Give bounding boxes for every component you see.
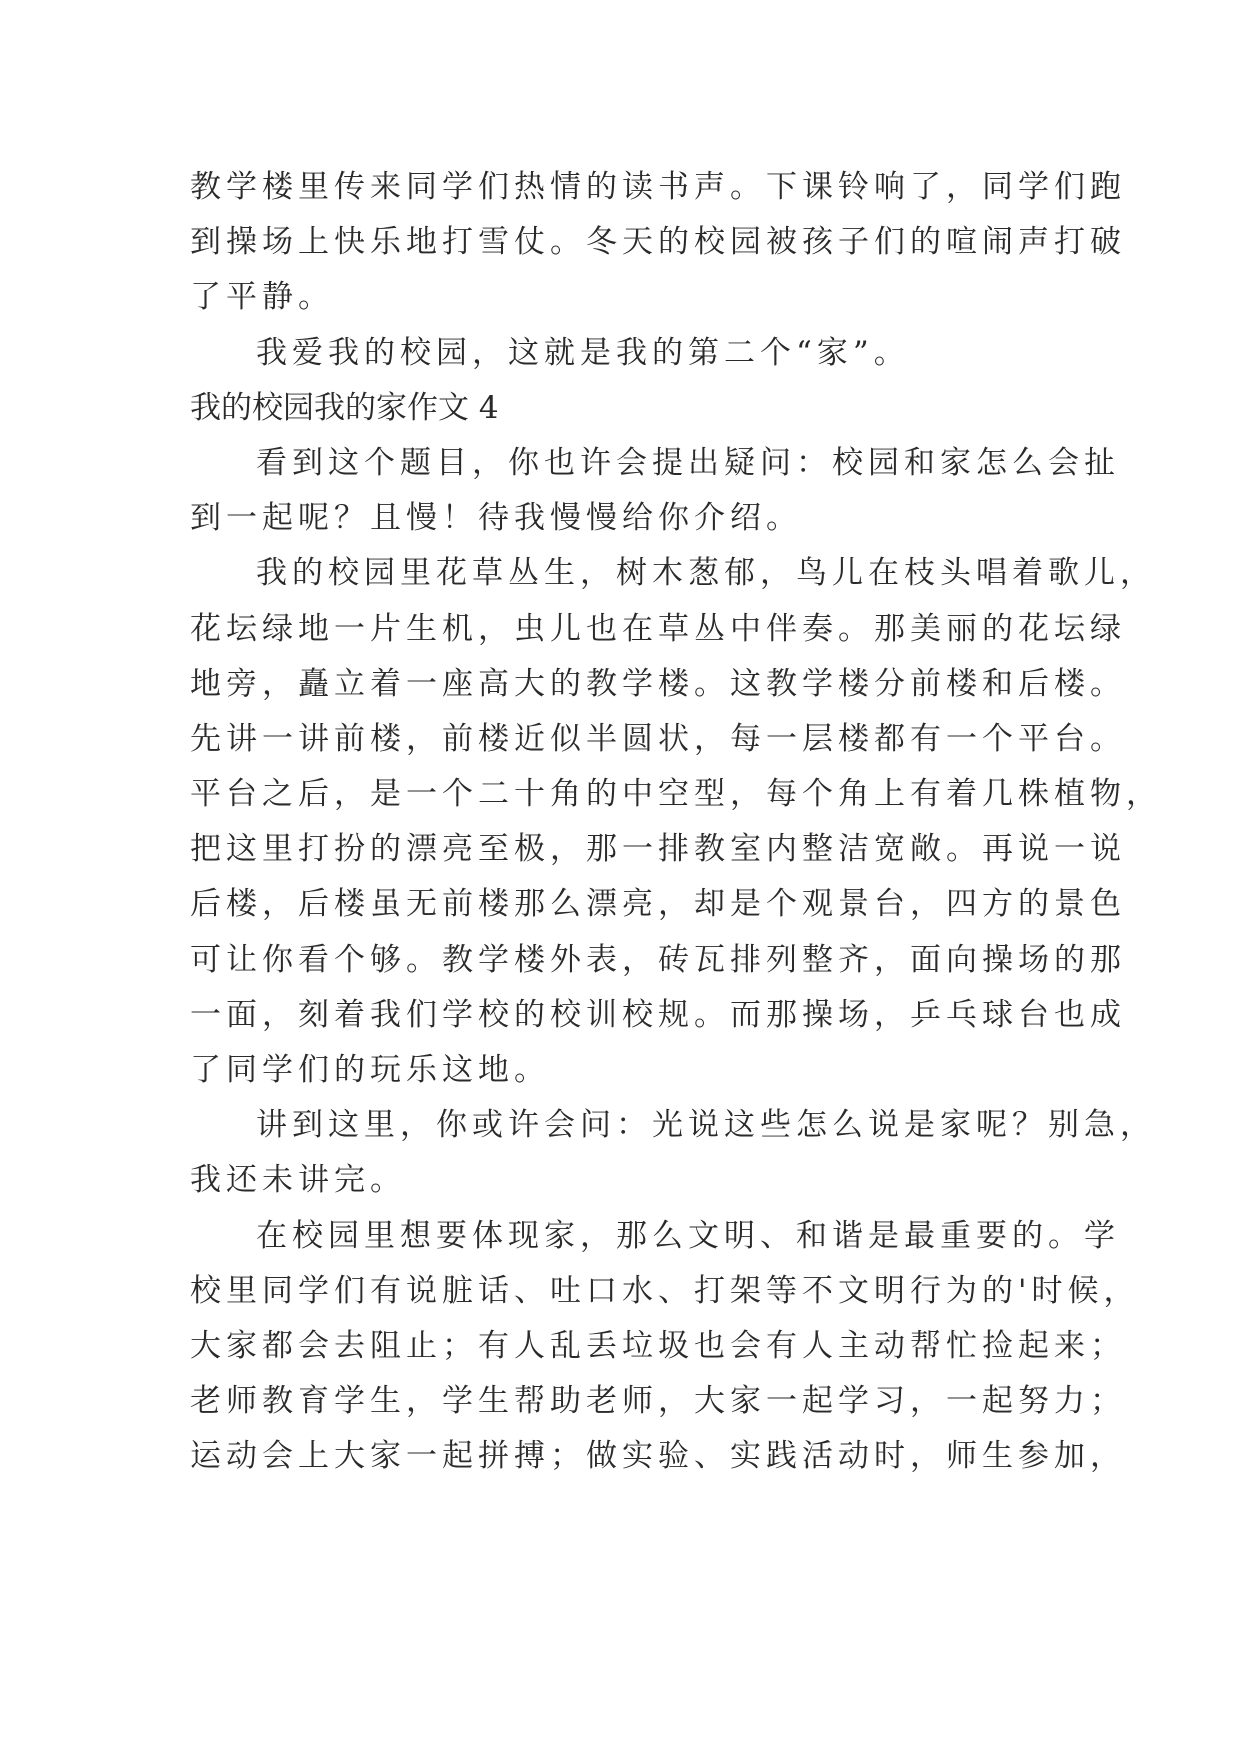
text-line: 后楼，后楼虽无前楼那么漂亮，却是个观景台，四方的景色: [190, 886, 1126, 923]
text-line: 可让你看个够。教学楼外表，砖瓦排列整齐，面向操场的那: [190, 941, 1126, 978]
text-line: 运动会上大家一起拼搏；做实验、实践活动时，师生参加，: [190, 1438, 1126, 1475]
text-line: 我爱我的校园，这就是我的第二个“家”。: [256, 334, 910, 371]
text-line: 老师教育学生，学生帮助老师，大家一起学习，一起努力；: [190, 1383, 1126, 1420]
text-line: 一面，刻着我们学校的校训校规。而那操场，乒乓球台也成: [190, 996, 1126, 1033]
text-line: 讲到这里，你或许会问：光说这些怎么说是家呢？别急，: [256, 1107, 1156, 1144]
text-line: 了同学们的玩乐这地。: [190, 1052, 550, 1088]
text-line: 把这里打扮的漂亮至极，那一排教室内整洁宽敞。再说一说: [190, 831, 1126, 868]
text-line: 到操场上快乐地打雪仗。冬天的校园被孩子们的喧闹声打破: [190, 224, 1126, 261]
text-line: 大家都会去阻止；有人乱丢垃圾也会有人主动帮忙捡起来；: [190, 1327, 1126, 1364]
text-line: 我还未讲完。: [190, 1162, 406, 1199]
text-line: 了平静。: [190, 279, 334, 316]
essay-heading: 我的校园我的家作文 4: [190, 389, 499, 426]
text-line: 地旁，矗立着一座高大的教学楼。这教学楼分前楼和后楼。: [190, 665, 1126, 702]
text-line: 先讲一讲前楼，前楼近似半圆状，每一层楼都有一个平台。: [190, 720, 1126, 757]
text-line: 校里同学们有说脏话、吐口水、打架等不文明行为的'时候，: [190, 1272, 1140, 1309]
text-line: 看到这个题目，你也许会提出疑问：校园和家怎么会扯: [256, 444, 1120, 481]
document-body: [190, 160, 1162, 1485]
text-line: 教学楼里传来同学们热情的读书声。下课铃响了，同学们跑: [190, 169, 1126, 205]
text-line: 到一起呢？且慢！待我慢慢给你介绍。: [190, 500, 802, 537]
text-line: 我的校园里花草丛生，树木葱郁，鸟儿在枝头唱着歌儿，: [256, 555, 1156, 592]
text-line: 花坛绿地一片生机，虫儿也在草丛中伴奏。那美丽的花坛绿: [190, 610, 1126, 647]
text-line: 在校园里想要体现家，那么文明、和谐是最重要的。学: [256, 1217, 1120, 1254]
text-line: 平台之后，是一个二十角的中空型，每个角上有着几株植物，: [190, 776, 1162, 813]
